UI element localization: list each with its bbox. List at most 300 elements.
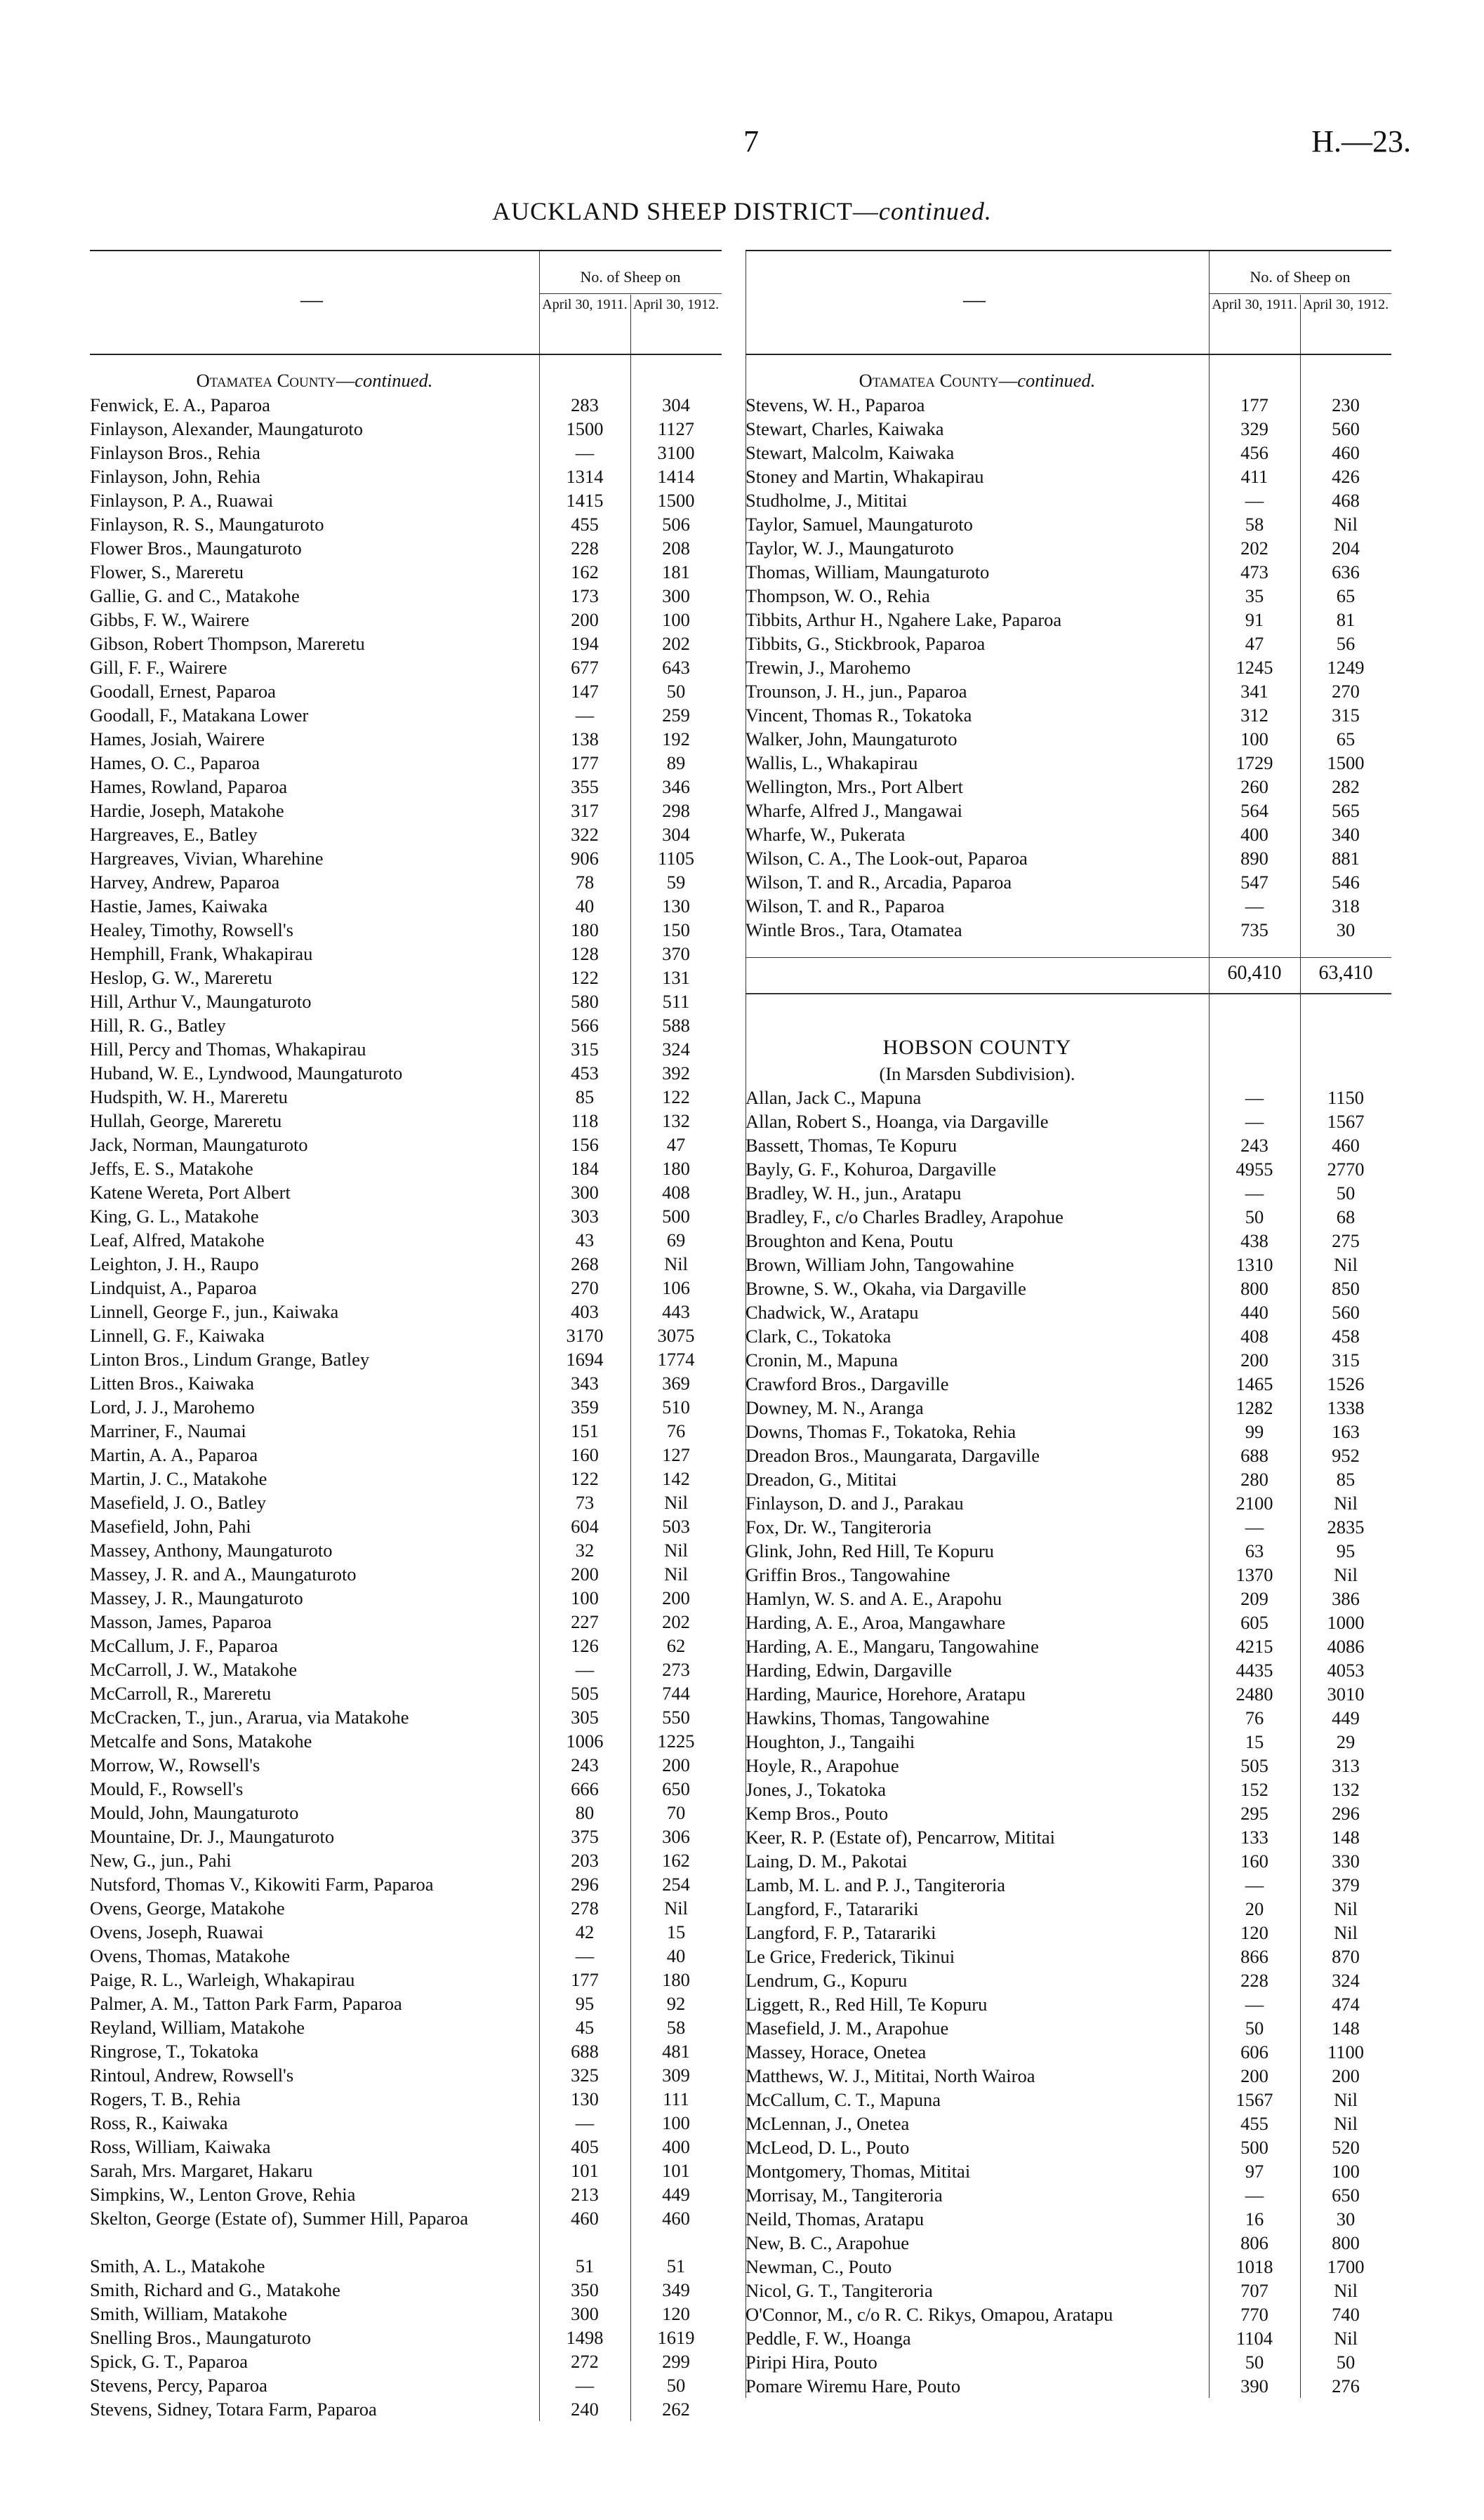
owner-name: Rintoul, Andrew, Rowsell's <box>90 2065 294 2086</box>
sheep-1912: 408 <box>662 1182 690 1203</box>
table-row <box>746 393 1391 417</box>
sheep-1911: — <box>575 1945 595 1966</box>
sheep-1912: 1225 <box>657 1731 695 1752</box>
sheep-1911: 317 <box>571 800 599 821</box>
sheep-1911: 213 <box>571 2184 599 2205</box>
owner-name: Tibbits, Arthur H., Ngahere Lake, Paparoa <box>746 609 1062 630</box>
sheep-1912: 65 <box>1336 585 1356 606</box>
owner-name: Hamlyn, W. S. and A. E., Arapohu <box>746 1588 1002 1609</box>
sheep-1912: 443 <box>662 1301 690 1322</box>
table-row <box>90 846 722 870</box>
owner-name: McCarroll, R., Mareretu <box>90 1683 272 1704</box>
sheep-1911: 322 <box>571 824 599 845</box>
owner-name: Smith, William, Matakohe <box>90 2303 288 2324</box>
sheep-1912: 386 <box>1332 1588 1360 1609</box>
table-row <box>90 1514 722 1538</box>
sheep-1911: 47 <box>1245 633 1264 654</box>
sheep-1911: 455 <box>1240 2113 1268 2134</box>
sheep-1912: 204 <box>1332 538 1360 559</box>
sheep-1911: 95 <box>575 1993 595 2014</box>
table-row <box>90 512 722 536</box>
sheep-1912: 546 <box>1332 872 1360 893</box>
sheep-1911: 16 <box>1245 2208 1264 2229</box>
sheep-1911: 270 <box>571 1277 599 1298</box>
owner-name: Gibbs, F. W., Wairere <box>90 609 250 630</box>
sheep-1912: Nil <box>1334 1493 1358 1514</box>
sheep-1912: 202 <box>662 1611 690 1632</box>
owner-name: Masefield, J. O., Batley <box>90 1492 266 1513</box>
sheep-1911: 1694 <box>566 1349 604 1370</box>
owner-name: Morrow, W., Rowsell's <box>90 1754 260 1775</box>
sheep-1911: 505 <box>1240 1755 1268 1776</box>
sheep-1912: 230 <box>1332 394 1360 415</box>
sheep-1911: 160 <box>571 1444 599 1465</box>
table-row <box>746 1086 1391 1109</box>
sheep-1912: 296 <box>1332 1803 1360 1824</box>
sheep-1911: — <box>1245 1994 1264 2015</box>
sheep-1911: 203 <box>571 1850 599 1871</box>
table-row <box>90 1872 722 1896</box>
sheep-1912: 740 <box>1332 2304 1360 2325</box>
sheep-1911: 260 <box>1240 776 1268 797</box>
owner-name: Vincent, Thomas R., Tokatoka <box>746 705 972 726</box>
sheep-1911: 890 <box>1240 848 1268 869</box>
owner-name: Harding, A. E., Mangaru, Tangowahine <box>746 1636 1039 1657</box>
owner-name: Mould, F., Rowsell's <box>90 1778 244 1799</box>
owner-name: Masson, James, Paparoa <box>90 1611 272 1632</box>
page-number: 7 <box>743 124 759 159</box>
table-row <box>90 1156 722 1180</box>
table-row <box>746 1229 1391 1253</box>
sheep-1911: 300 <box>571 1182 599 1203</box>
table-row <box>90 1371 722 1395</box>
owner-name: Stoney and Martin, Whakapirau <box>746 466 984 487</box>
owner-name: Goodall, F., Matakana Lower <box>90 705 309 726</box>
sheep-1912: 458 <box>1332 1326 1360 1347</box>
table-row <box>90 1848 722 1872</box>
sheep-1912: 276 <box>1332 2375 1360 2396</box>
owner-name: Allan, Robert S., Hoanga, via Dargaville <box>746 1111 1049 1132</box>
sheep-1911: 209 <box>1240 1588 1268 1609</box>
owner-name: Jones, J., Tokatoka <box>746 1779 887 1800</box>
owner-name: Harding, A. E., Aroa, Mangawhare <box>746 1612 1006 1633</box>
owner-name: Langford, F., Tatarariki <box>746 1898 919 1919</box>
table-row <box>746 1587 1391 1611</box>
sheep-1911: 133 <box>1240 1827 1268 1848</box>
sheep-1911: 194 <box>571 633 599 654</box>
owner-name: Houghton, J., Tangaihi <box>746 1731 915 1752</box>
owner-name: Crawford Bros., Dargaville <box>746 1373 949 1394</box>
sheep-1911: 78 <box>575 872 595 893</box>
sheep-1911: 122 <box>571 967 599 988</box>
table-row <box>90 560 722 584</box>
sheep-1912: 650 <box>1332 2185 1360 2206</box>
sheep-1911: 866 <box>1240 1946 1268 1967</box>
table-row <box>90 1681 722 1705</box>
sheep-1911: 268 <box>571 1253 599 1274</box>
sheep-1911: 359 <box>571 1396 599 1418</box>
sheep-1911: 456 <box>1240 442 1268 463</box>
sheep-1911: 341 <box>1240 681 1268 702</box>
owner-name: Wintle Bros., Tara, Otamatea <box>746 919 962 940</box>
header-dash: — <box>300 286 323 312</box>
sheep-1911: 1314 <box>566 466 604 487</box>
table-row <box>90 1634 722 1658</box>
table-row <box>90 1061 722 1085</box>
owner-name: Nutsford, Thomas V., Kikowiti Farm, Paparoa <box>90 1874 434 1895</box>
table-row <box>746 2159 1391 2183</box>
table-row <box>746 2183 1391 2207</box>
sheep-1912: Nil <box>1334 2113 1358 2134</box>
sheep-1911: 118 <box>571 1110 599 1131</box>
table-row <box>90 679 722 703</box>
sheep-1911: 906 <box>571 848 599 869</box>
sheep-1911: 343 <box>571 1373 599 1394</box>
sheep-1912: 162 <box>662 1850 690 1871</box>
sheep-1911: 1415 <box>566 490 604 511</box>
sheep-1911: 1370 <box>1235 1564 1273 1585</box>
table-row <box>90 942 722 966</box>
sheep-1912: 460 <box>662 2208 690 2229</box>
sheep-1912: 304 <box>662 824 690 845</box>
owner-name: Reyland, William, Matakohe <box>90 2017 305 2038</box>
owner-name: Hemphill, Frank, Whakapirau <box>90 943 313 964</box>
sheep-1912: 298 <box>662 800 690 821</box>
table-row <box>746 1730 1391 1754</box>
owner-name: Wilson, T. and R., Paparoa <box>746 895 945 916</box>
table-row <box>90 608 722 632</box>
sheep-1912: 503 <box>662 1516 690 1537</box>
sheep-1912: 306 <box>662 1826 690 1847</box>
owner-name: Martin, J. C., Matakohe <box>90 1468 267 1489</box>
title-continued: continued. <box>878 197 992 225</box>
sheep-1911: 200 <box>571 609 599 630</box>
sheep-1912: 324 <box>662 1039 690 1060</box>
owner-name: Taylor, W. J., Maungaturoto <box>746 538 954 559</box>
sheep-1912: 142 <box>662 1468 690 1489</box>
owner-name: Lindquist, A., Paparoa <box>90 1277 257 1298</box>
sheep-1912: 270 <box>1332 681 1360 702</box>
owner-name: McCallum, C. T., Mapuna <box>746 2089 941 2110</box>
owner-name: Finlayson, P. A., Ruawai <box>90 490 274 511</box>
owner-name: Hargreaves, E., Batley <box>90 824 258 845</box>
owner-name: Pomare Wiremu Hare, Pouto <box>746 2375 961 2396</box>
sheep-1912: 180 <box>662 1158 690 1179</box>
owner-name: Bayly, G. F., Kohuroa, Dargaville <box>746 1159 997 1180</box>
owner-name: Stewart, Malcolm, Kaiwaka <box>746 442 955 463</box>
sheep-1911: 312 <box>1240 705 1268 726</box>
sheep-1912: 180 <box>662 1969 690 1990</box>
sheep-1911: 453 <box>571 1062 599 1084</box>
table-row <box>90 2015 722 2039</box>
sheep-1911: 120 <box>1240 1922 1268 1943</box>
sheep-1911: 800 <box>1240 1278 1268 1299</box>
sheep-1911: 505 <box>571 1683 599 1704</box>
table-row <box>90 655 722 679</box>
sheep-1912: 650 <box>662 1778 690 1799</box>
sheep-1911: 350 <box>571 2279 599 2300</box>
sheep-1911: 100 <box>1240 728 1268 749</box>
table-row <box>746 584 1391 608</box>
sheep-1912: 4086 <box>1327 1636 1365 1657</box>
owner-name: Thompson, W. O., Rehia <box>746 585 930 606</box>
sheep-1911: — <box>575 2375 595 2396</box>
table-row <box>746 2088 1391 2112</box>
sheep-1911: 80 <box>575 1802 595 1823</box>
table-row <box>90 989 722 1013</box>
table-row <box>90 918 722 942</box>
sheep-1911: 177 <box>1240 394 1268 415</box>
owner-name: McCracken, T., jun., Ararua, via Matakohe <box>90 1707 409 1728</box>
sheep-1912: 426 <box>1332 466 1360 487</box>
sheep-1911: 460 <box>571 2208 599 2229</box>
owner-name: Hudspith, W. H., Mareretu <box>90 1086 288 1107</box>
header-april-1911: April 30, 1911. <box>542 297 628 312</box>
table-row <box>90 966 722 989</box>
sheep-1911: 390 <box>1240 2375 1268 2396</box>
right-column <box>746 250 1391 2398</box>
owner-name: Stevens, Sidney, Totara Farm, Paparoa <box>90 2399 377 2420</box>
table-row <box>90 441 722 465</box>
owner-name: Bassett, Thomas, Te Kopuru <box>746 1135 958 1156</box>
owner-name: Glink, John, Red Hill, Te Kopuru <box>746 1540 994 1561</box>
owner-name: Wallis, L., Whakapirau <box>746 752 918 773</box>
sheep-1912: 50 <box>666 2375 686 2396</box>
owner-name: Finlayson, Alexander, Maungaturoto <box>90 418 364 439</box>
sheep-1912: 560 <box>1332 418 1360 439</box>
sheep-1911: 605 <box>1240 1612 1268 1633</box>
sheep-1912: 3010 <box>1327 1684 1365 1705</box>
sheep-1911: — <box>1245 1111 1264 1132</box>
sheep-1912: Nil <box>664 1253 688 1274</box>
table-row <box>746 2302 1391 2326</box>
table-row <box>90 2326 722 2349</box>
table-row <box>746 560 1391 584</box>
sheep-1912: 68 <box>1336 1206 1356 1227</box>
table-row <box>90 1777 722 1801</box>
owner-name: Ovens, George, Matakohe <box>90 1898 285 1919</box>
owner-name: Langford, F. P., Tatarariki <box>746 1922 936 1943</box>
sheep-1912: 76 <box>666 1420 686 1441</box>
hobson-county-heading: HOBSON COUNTY <box>882 1036 1072 1059</box>
table-row <box>746 727 1391 751</box>
sheep-1912: 262 <box>662 2399 690 2420</box>
owner-name: Taylor, Samuel, Maungaturoto <box>746 514 973 535</box>
owner-name: Wellington, Mrs., Port Albert <box>746 776 963 797</box>
owner-name: Bradley, W. H., jun., Aratapu <box>746 1182 962 1204</box>
header-april-1912: April 30, 1912. <box>632 297 720 312</box>
owner-name: Smith, Richard and G., Matakohe <box>90 2279 340 2300</box>
owner-name: Palmer, A. M., Tatton Park Farm, Paparoa <box>90 1993 402 2014</box>
sheep-1911: 76 <box>1245 1707 1264 1728</box>
sheep-1911: — <box>1245 1182 1264 1204</box>
owner-name: Finlayson, John, Rehia <box>90 466 260 487</box>
owner-name: Piripi Hira, Pouto <box>746 2352 877 2373</box>
table-row <box>746 1992 1391 2016</box>
table-row <box>746 2374 1391 2398</box>
page-title <box>0 196 1484 226</box>
table-row <box>746 1873 1391 1897</box>
sheep-1912: 3100 <box>657 442 695 463</box>
owner-name: Finlayson, D. and J., Parakau <box>746 1493 964 1514</box>
table-row <box>746 2207 1391 2231</box>
table-row <box>90 2349 722 2373</box>
table-row <box>90 584 722 608</box>
table-row <box>90 1443 722 1467</box>
sheep-1911: 1018 <box>1235 2256 1273 2277</box>
owner-name: Ross, R., Kaiwaka <box>90 2112 228 2133</box>
table-row <box>746 1706 1391 1730</box>
sheep-1912: 29 <box>1336 1731 1356 1752</box>
owner-name: Ringrose, T., Tokatoka <box>90 2041 259 2062</box>
sheep-1911: 50 <box>1245 2018 1264 2039</box>
table-row <box>746 1849 1391 1873</box>
sheep-1912: Nil <box>664 1898 688 1919</box>
sheep-1911: 243 <box>571 1754 599 1775</box>
sheep-1912: 952 <box>1332 1445 1360 1466</box>
sheep-1911: 329 <box>1240 418 1268 439</box>
sheep-1912: 132 <box>1332 1779 1360 1800</box>
sheep-1911: 100 <box>571 1587 599 1608</box>
sheep-1911: 20 <box>1245 1898 1264 1919</box>
table-row <box>90 1324 722 1347</box>
sheep-1911: 272 <box>571 2351 599 2372</box>
owner-name: Ross, William, Kaiwaka <box>90 2136 271 2157</box>
table-row <box>90 1133 722 1156</box>
table-row <box>746 1372 1391 1396</box>
owner-name: Linnell, G. F., Kaiwaka <box>90 1325 265 1346</box>
sheep-1912: 744 <box>662 1683 690 1704</box>
table-row <box>746 1467 1391 1491</box>
table-row <box>90 2087 722 2111</box>
table-row <box>90 1610 722 1634</box>
sheep-1911: 40 <box>575 895 595 916</box>
owner-name: Harding, Maurice, Horehore, Aratapu <box>746 1684 1026 1705</box>
table-row <box>746 870 1391 894</box>
sheep-1912: 50 <box>1336 2352 1356 2373</box>
table-row <box>746 608 1391 632</box>
table-row <box>746 1181 1391 1205</box>
sheep-1912: 346 <box>662 776 690 797</box>
owner-name: Ovens, Joseph, Ruawai <box>90 1921 264 1942</box>
owner-name: Matthews, W. J., Mititai, North Wairoa <box>746 2065 1035 2086</box>
table-row <box>90 1705 722 1729</box>
table-row <box>746 1778 1391 1801</box>
table-row <box>746 465 1391 488</box>
left-column <box>90 250 722 2421</box>
owner-name: Morrisay, M., Tangiteroria <box>746 2185 943 2206</box>
sheep-1911: 35 <box>1245 585 1264 606</box>
table-row <box>746 846 1391 870</box>
owner-name: Katene Wereta, Port Albert <box>90 1182 291 1203</box>
header-no-of-sheep: No. of Sheep on <box>1209 261 1391 294</box>
sheep-1912: 299 <box>662 2351 690 2372</box>
owner-name: Hastie, James, Kaiwaka <box>90 895 268 916</box>
sheep-1912: 122 <box>662 1086 690 1107</box>
owner-name: McCallum, J. F., Paparoa <box>90 1635 279 1656</box>
table-row <box>746 1515 1391 1539</box>
sheep-1912: 192 <box>662 728 690 749</box>
table-row <box>90 465 722 488</box>
owner-name: Cronin, M., Mapuna <box>746 1349 899 1371</box>
table-row <box>90 1037 722 1061</box>
sheep-1911: 45 <box>575 2017 595 2038</box>
sheep-1911: 580 <box>571 991 599 1012</box>
table-row <box>90 1491 722 1514</box>
sheep-1911: 184 <box>571 1158 599 1179</box>
sheep-1912: 100 <box>662 609 690 630</box>
owner-name: McLeod, D. L., Pouto <box>746 2137 910 2158</box>
sheep-1912: 1000 <box>1327 1612 1365 1633</box>
sheep-1912: 62 <box>666 1635 686 1656</box>
sheep-1912: 2770 <box>1327 1159 1365 1180</box>
sheep-1911: 405 <box>571 2136 599 2157</box>
owner-name: New, B. C., Arapohue <box>746 2232 910 2253</box>
sheep-1912: 1774 <box>657 1349 695 1370</box>
sheep-1911: 151 <box>571 1420 599 1441</box>
table-row <box>90 1395 722 1419</box>
sheep-1912: 1249 <box>1327 657 1365 678</box>
sheep-1911: 283 <box>571 394 599 415</box>
header-dash: — <box>963 286 986 312</box>
table-row <box>746 2135 1391 2159</box>
sheep-1912: 1500 <box>1327 752 1365 773</box>
owner-name: Simpkins, W., Lenton Grove, Rehia <box>90 2184 356 2205</box>
sheep-1911: 400 <box>1240 824 1268 845</box>
table-row <box>90 2373 722 2397</box>
sheep-1911: 130 <box>571 2088 599 2109</box>
sheep-1911: 128 <box>571 943 599 964</box>
sheep-1912: 511 <box>662 991 690 1012</box>
sheep-1911: 73 <box>575 1492 595 1513</box>
sheep-1912: 95 <box>1336 1540 1356 1561</box>
sheep-1912: Nil <box>1334 514 1358 535</box>
sheep-1911: 4215 <box>1235 1636 1273 1657</box>
sheep-1912: 51 <box>666 2255 686 2276</box>
owner-name: Wharfe, W., Pukerata <box>746 824 906 845</box>
sheep-1912: 300 <box>662 585 690 606</box>
sheep-1911: 438 <box>1240 1230 1268 1251</box>
sheep-1911: 4955 <box>1235 1159 1273 1180</box>
table-row <box>746 822 1391 846</box>
sheep-1912: 273 <box>662 1659 690 1680</box>
table-row <box>90 1896 722 1920</box>
sheep-1911: 152 <box>1240 1779 1268 1800</box>
owner-name: Leaf, Alfred, Matakohe <box>90 1229 265 1251</box>
table-row <box>90 1992 722 2015</box>
sheep-1912: 506 <box>662 514 690 535</box>
sheep-1911: 305 <box>571 1707 599 1728</box>
sheep-1912: 3075 <box>657 1325 695 1346</box>
table-row <box>90 1753 722 1777</box>
sheep-1911: 303 <box>571 1206 599 1227</box>
sheep-1912: 369 <box>662 1373 690 1394</box>
sheep-1911: 156 <box>571 1134 599 1155</box>
owner-name: Harvey, Andrew, Paparoa <box>90 872 280 893</box>
owner-name: King, G. L., Matakohe <box>90 1206 259 1227</box>
sheep-1912: 131 <box>662 967 690 988</box>
owner-name: Hargreaves, Vivian, Wharehine <box>90 848 324 869</box>
owner-name: Huband, W. E., Lyndwood, Maungaturoto <box>90 1062 403 1084</box>
sheep-1911: 688 <box>571 2041 599 2062</box>
sheep-1912: 565 <box>1332 800 1360 821</box>
sheep-1911: 101 <box>571 2160 599 2181</box>
table-row <box>90 727 722 751</box>
owner-name: Massey, J. R., Maungaturoto <box>90 1587 303 1608</box>
owner-name: Wilson, C. A., The Look-out, Paparoa <box>746 848 1028 869</box>
table-row <box>90 1968 722 1992</box>
owner-name: Rogers, T. B., Rehia <box>90 2088 241 2109</box>
